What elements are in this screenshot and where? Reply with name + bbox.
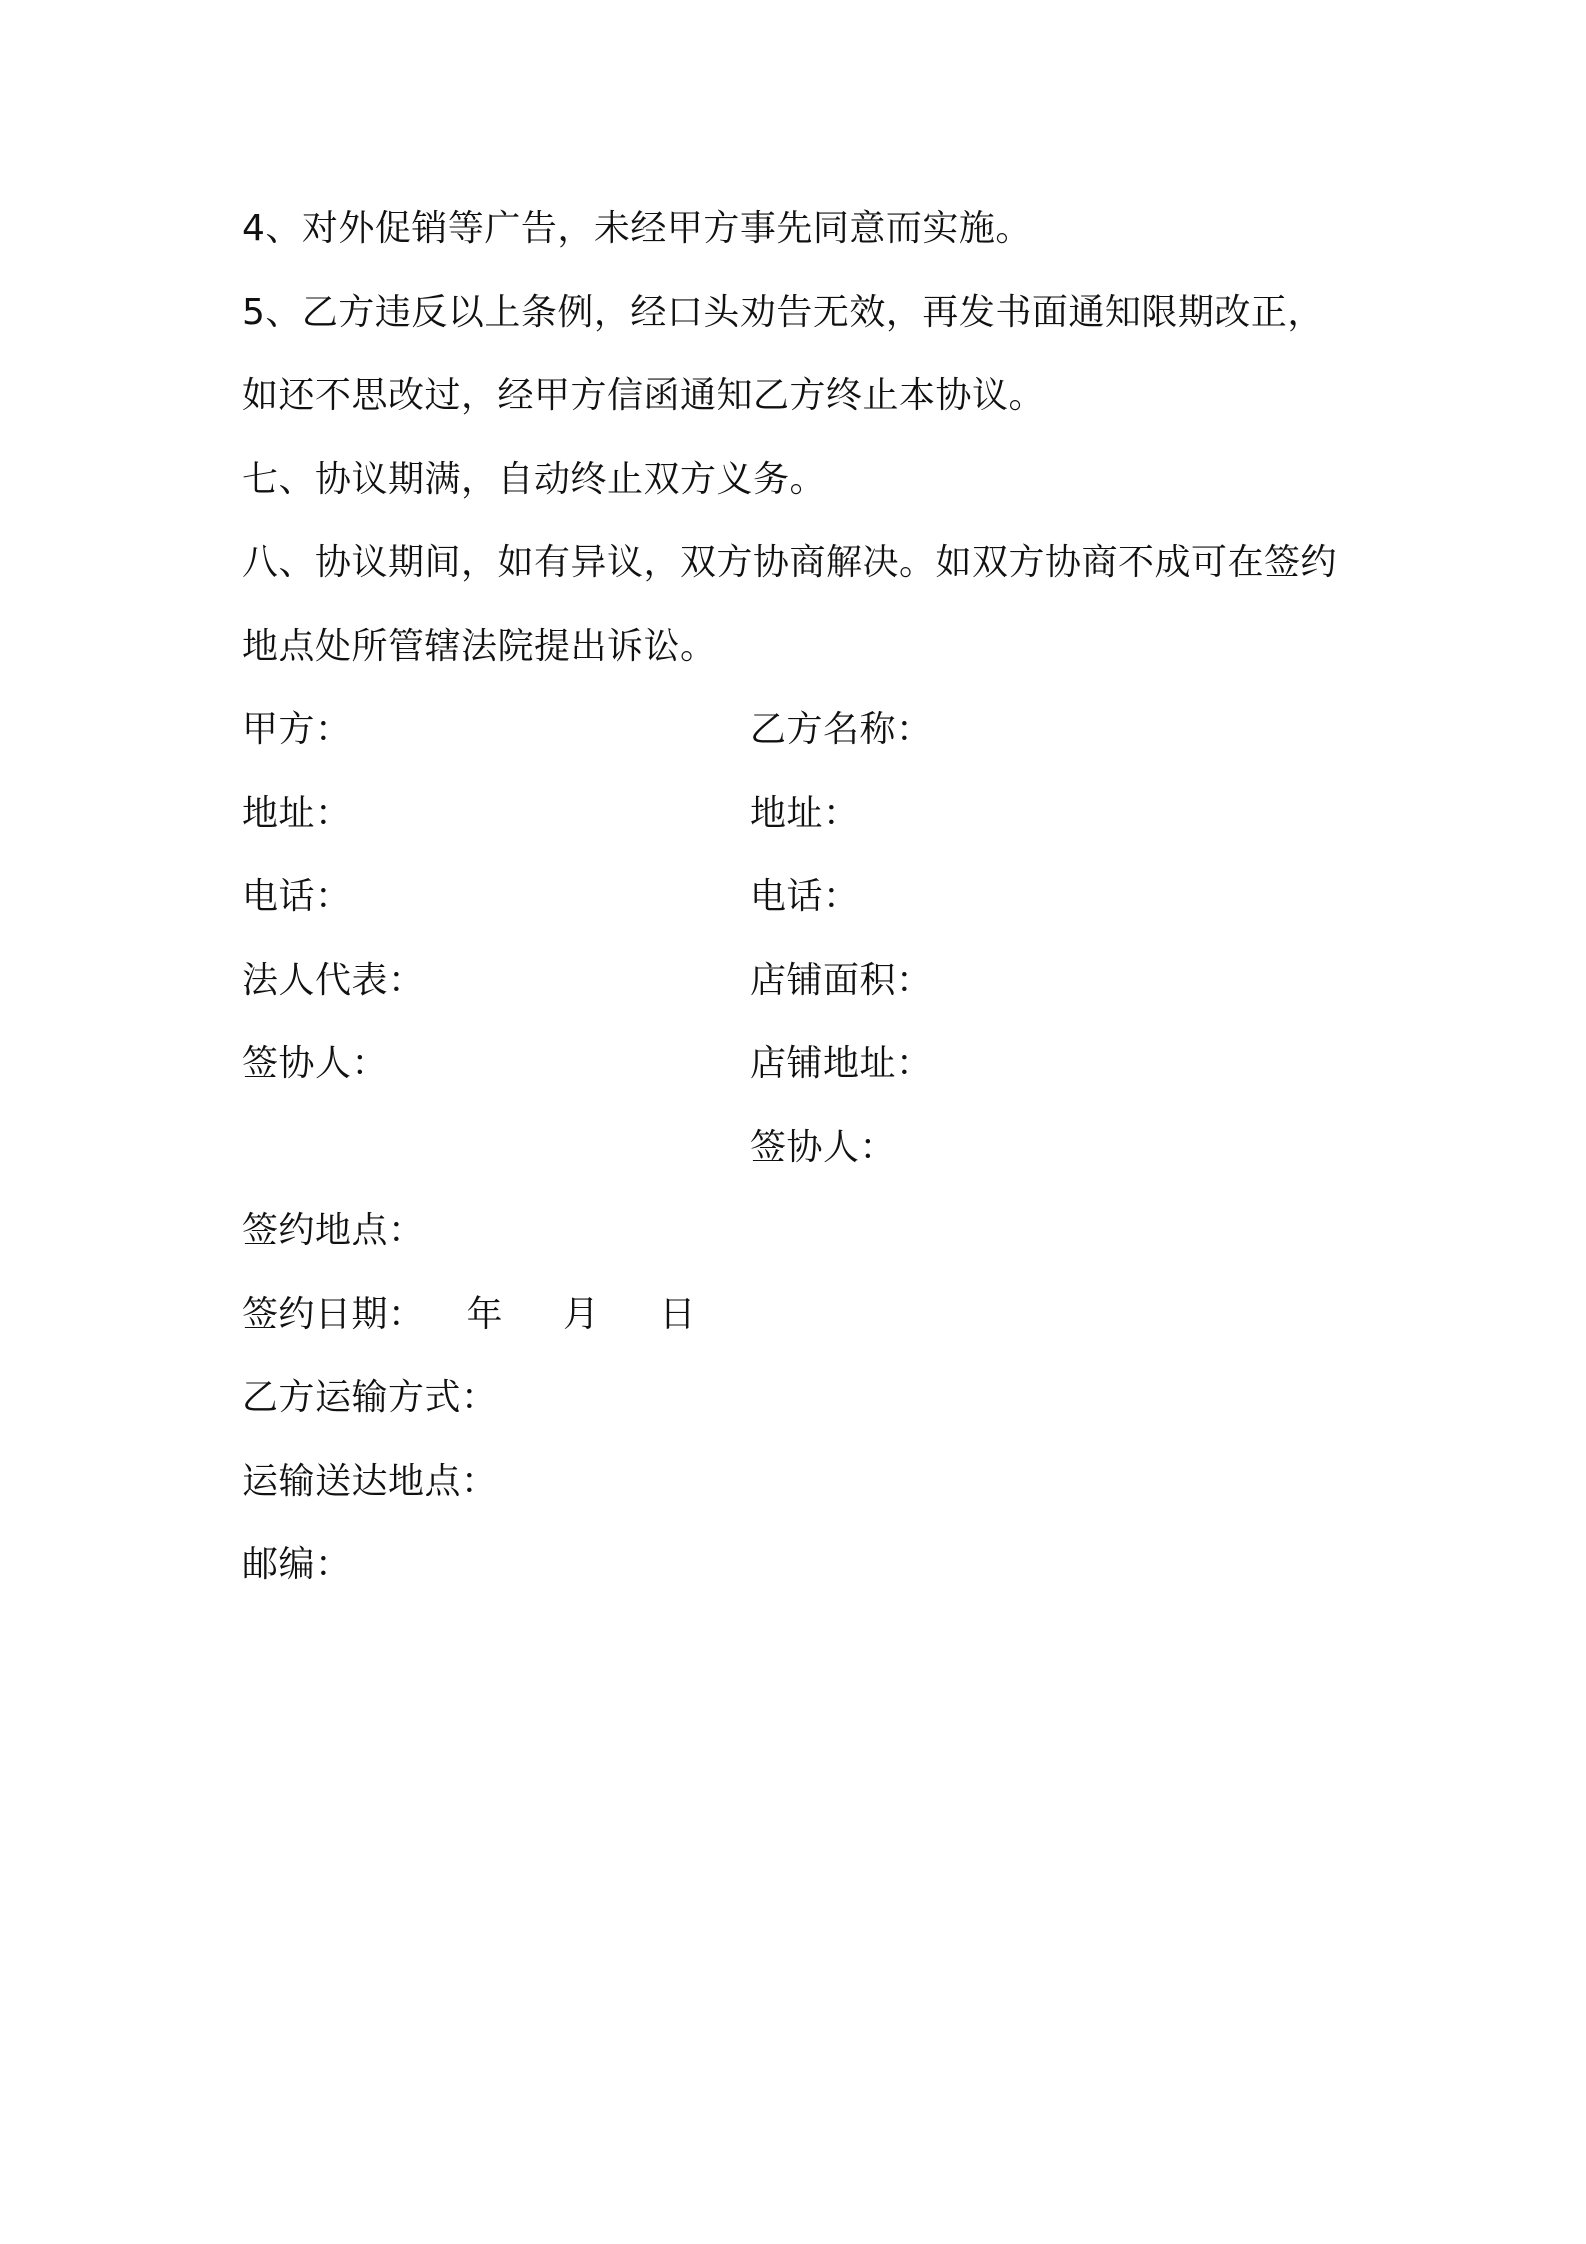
party-a-legal-rep-label: 法人代表： bbox=[242, 960, 425, 1001]
signing-date-year: 年 bbox=[466, 1294, 504, 1335]
party-a-address-label: 地址： bbox=[242, 793, 352, 834]
transport-destination-label: 运输送达地点： bbox=[242, 1461, 498, 1502]
clause-5-line-2: 如还不思改过，经甲方信函通知乙方终止本协议。 bbox=[242, 375, 1046, 416]
transport-method-label: 乙方运输方式： bbox=[242, 1377, 498, 1418]
party-b-signer-label: 签协人： bbox=[750, 1127, 897, 1168]
party-a-signer-label: 签协人： bbox=[242, 1043, 389, 1084]
party-b-name-label: 乙方名称： bbox=[750, 709, 933, 750]
signing-date-label: 签约日期： bbox=[242, 1294, 425, 1335]
clause-7: 七、协议期满，自动终止双方义务。 bbox=[242, 459, 827, 500]
clause-5-line-1: 5、乙方违反以上条例，经口头劝告无效，再发书面通知限期改正， bbox=[242, 292, 1324, 333]
clause-8-line-2: 地点处所管辖法院提出诉讼。 bbox=[242, 626, 717, 667]
party-a-name-label: 甲方： bbox=[242, 709, 352, 750]
party-b-address-label: 地址： bbox=[750, 793, 860, 834]
party-b-store-area-label: 店铺面积： bbox=[750, 960, 933, 1001]
clause-4: 4、对外促销等广告，未经甲方事先同意而实施。 bbox=[242, 208, 1032, 249]
postcode-label: 邮编： bbox=[242, 1544, 352, 1585]
signing-date-day: 日 bbox=[659, 1294, 697, 1335]
signing-date-row bbox=[242, 1293, 696, 1337]
party-b-store-address-label: 店铺地址： bbox=[750, 1043, 933, 1084]
clause-8-line-1: 八、协议期间，如有异议，双方协商解决。如双方协商不成可在签约 bbox=[242, 542, 1338, 583]
party-a-phone-label: 电话： bbox=[242, 876, 352, 917]
signing-place-label: 签约地点： bbox=[242, 1210, 425, 1251]
signing-date-month: 月 bbox=[563, 1294, 600, 1335]
party-b-phone-label: 电话： bbox=[750, 876, 860, 917]
